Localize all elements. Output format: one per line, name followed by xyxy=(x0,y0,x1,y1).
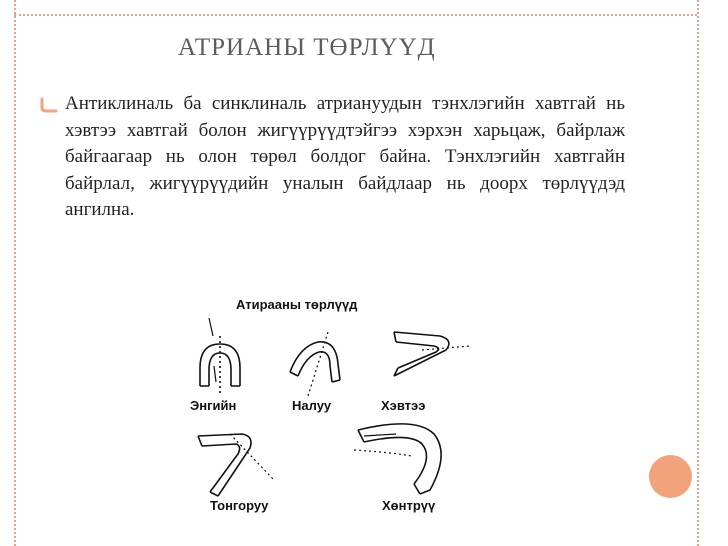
label-normal: Энгийн xyxy=(190,398,237,413)
frame-top-border xyxy=(14,14,697,16)
decorative-orange-circle xyxy=(649,455,692,498)
fold-overturned-diagram xyxy=(198,434,274,496)
frame-right-border xyxy=(697,0,699,546)
label-inverted: Хөнтрүү xyxy=(382,498,436,513)
fold-recumbent-diagram xyxy=(394,332,470,376)
fold-normal-diagram xyxy=(200,318,240,396)
fold-types-figure xyxy=(178,284,478,524)
fold-inclined-diagram xyxy=(290,332,340,396)
figure-heading: Атирааны төрлүүд xyxy=(236,297,358,312)
slide-body-text: Антиклиналь ба синклиналь атриануудын тэнхлэгийн хавтгай нь хэвтээ хавтгай болон жигүүрүүдтэйгээ хэрхэн харьцаж, байрлаж байгаагаар нь олон төрөл болдог байна. Тэнхлэгийн хавтгайн байрлал, жигүүрүүдийн уналын байдлаар нь доорх төрлүүдэд ангилна. xyxy=(65,93,625,220)
label-inclined: Налуу xyxy=(292,398,332,413)
label-recumbent: Хэвтээ xyxy=(381,398,426,413)
slide-title: АТРИАНЫ ТӨРЛҮҮД xyxy=(178,34,436,61)
frame-left-border xyxy=(14,0,16,546)
label-overturned: Тонгоруу xyxy=(210,498,269,513)
fold-inverted-diagram xyxy=(354,424,441,494)
bullet-icon xyxy=(39,95,59,113)
